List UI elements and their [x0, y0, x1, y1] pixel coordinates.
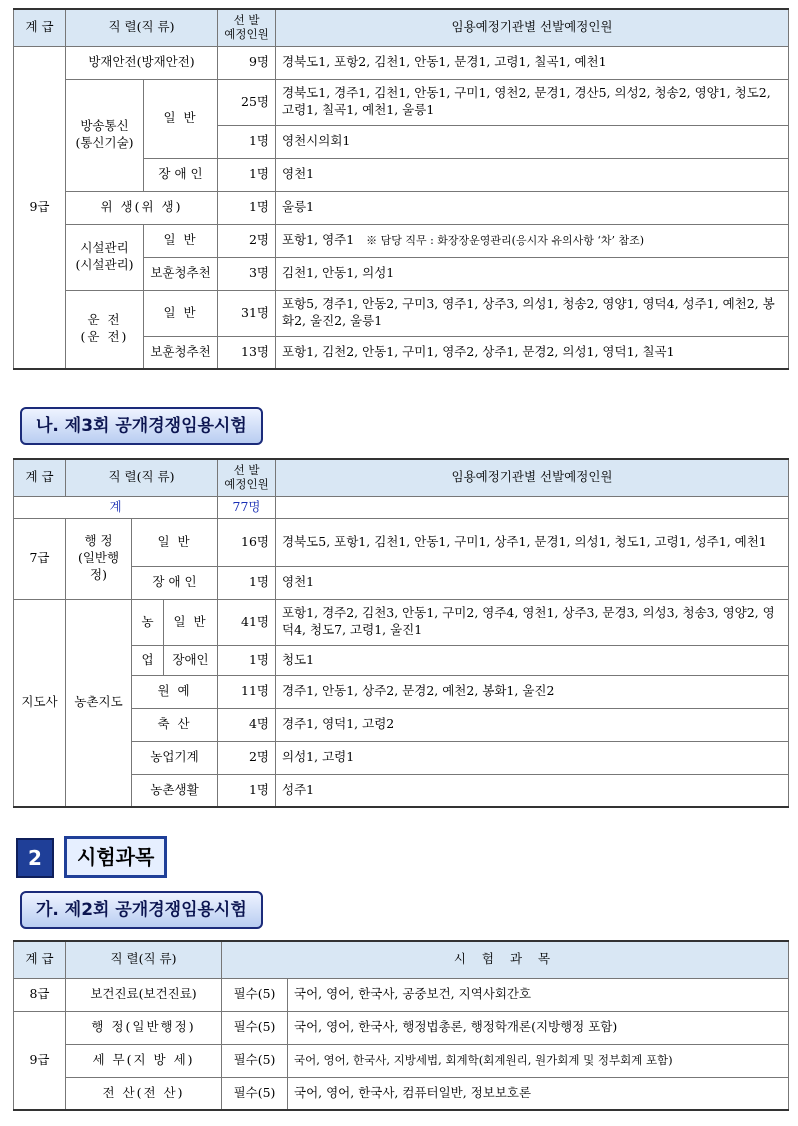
- header-grade: 계 급: [14, 9, 66, 46]
- series-cell: 방재안전(방재안전): [66, 46, 218, 79]
- header-planned: 선 발 예정인원: [218, 459, 276, 496]
- detail-cell: 영천1: [276, 158, 789, 191]
- header-grade: 계 급: [14, 459, 66, 496]
- count-cell: 11명: [218, 675, 276, 708]
- detail-cell: 영천시의회1: [276, 125, 789, 158]
- grade-cell: 지도사: [14, 599, 66, 807]
- header-subjects: 시 험 과 목: [222, 941, 789, 978]
- header-series: 직 렬(직 류): [66, 459, 218, 496]
- count-cell: 3명: [218, 257, 276, 290]
- subjects-cell: 국어, 영어, 한국사, 지방세법, 회계학(회계원리, 원가회계 및 정부회계 포함): [288, 1044, 789, 1077]
- count-cell: 25명: [218, 79, 276, 125]
- header-series: 직 렬(직 류): [66, 941, 222, 978]
- section-title: 시험과목: [64, 836, 167, 878]
- series-cell: 전 산(전 산): [66, 1077, 222, 1110]
- count-cell: 16명: [218, 518, 276, 566]
- count-cell: 2명: [218, 224, 276, 257]
- count-cell: 31명: [218, 290, 276, 336]
- detail-cell: 포항1, 영주1 ※ 담당 직무 : 화장장운영관리(응시자 유의사항 ‘차’ 참조): [276, 224, 789, 257]
- series-cell: 행 정(일반행정): [66, 1011, 222, 1044]
- total-count: 77명: [218, 496, 276, 518]
- header-by-agency: 임용예정기관별 선발예정인원: [276, 9, 789, 46]
- duty-note: ※ 담당 직무 : 화장장운영관리(응시자 유의사항 ‘차’ 참조): [366, 234, 644, 248]
- series-cell: 농촌지도: [66, 599, 132, 807]
- farm-char: 업: [132, 645, 164, 675]
- type-cell: 일 반: [144, 290, 218, 336]
- detail-cell: 성주1: [276, 774, 789, 807]
- detail-cell: 김천1, 안동1, 의성1: [276, 257, 789, 290]
- type-cell: 장 애 인: [144, 158, 218, 191]
- series-cell: 세 무(지 방 세): [66, 1044, 222, 1077]
- count-cell: 1명: [218, 566, 276, 599]
- required-cell: 필수(5): [222, 1011, 288, 1044]
- detail-cell: 경북도1, 경주1, 김천1, 안동1, 구미1, 영천2, 문경1, 경산5, 의성2, 청송2, 영양1, 청도2, 고령1, 칠곡1, 예천1, 울릉1: [276, 79, 789, 125]
- detail-cell: 경주1, 영덕1, 고령2: [276, 708, 789, 741]
- detail-cell: 경북도5, 포항1, 김천1, 안동1, 구미1, 상주1, 문경1, 의성1, 청도1, 고령1, 성주1, 예천1: [276, 518, 789, 566]
- header-series: 직 렬(직 류): [66, 9, 218, 46]
- type-cell: 축 산: [132, 708, 218, 741]
- count-cell: 1명: [218, 191, 276, 224]
- detail-cell: 청도1: [276, 645, 789, 675]
- count-cell: 41명: [218, 599, 276, 645]
- farm-char: 농: [132, 599, 164, 645]
- type-cell: 일 반: [144, 79, 218, 158]
- type-cell: 원 예: [132, 675, 218, 708]
- section-heading-round2: 가. 제2회 공개경쟁임용시험: [20, 891, 263, 929]
- series-cell: 행 정 (일반행정): [66, 518, 132, 599]
- detail-cell: 경주1, 안동1, 상주2, 문경2, 예천2, 봉화1, 울진2: [276, 675, 789, 708]
- count-cell: 1명: [218, 774, 276, 807]
- series-cell: 보건진료(보건진료): [66, 978, 222, 1011]
- count-cell: 1명: [218, 645, 276, 675]
- type-cell: 농촌생활: [132, 774, 218, 807]
- recruitment-table-round2-continued: [13, 8, 789, 370]
- detail-cell: 포항1, 경주2, 김천3, 안동1, 구미2, 영주4, 영천1, 상주3, 문경3, 의성3, 청송3, 영양2, 영덕4, 청도7, 고령1, 울진1: [276, 599, 789, 645]
- detail-cell: 영천1: [276, 566, 789, 599]
- grade-cell: 9급: [14, 46, 66, 369]
- series-cell: 시설관리 (시설관리): [66, 224, 144, 290]
- exam-subjects-table: [13, 940, 789, 1111]
- count-cell: 1명: [218, 125, 276, 158]
- type-cell: 농업기계: [132, 741, 218, 774]
- type-cell: 장 애 인: [132, 566, 218, 599]
- required-cell: 필수(5): [222, 1044, 288, 1077]
- detail-cell: 포항1, 김천2, 안동1, 구미1, 영주2, 상주1, 문경2, 의성1, 영덕1, 칠곡1: [276, 336, 789, 369]
- count-cell: 4명: [218, 708, 276, 741]
- grade-cell: 7급: [14, 518, 66, 599]
- count-cell: 13명: [218, 336, 276, 369]
- header-by-agency: 임용예정기관별 선발예정인원: [276, 459, 789, 496]
- total-label: 계: [14, 496, 218, 518]
- count-cell: 2명: [218, 741, 276, 774]
- count-cell: 9명: [218, 46, 276, 79]
- required-cell: 필수(5): [222, 978, 288, 1011]
- type-cell: 일 반: [164, 599, 218, 645]
- grade-cell: 8급: [14, 978, 66, 1011]
- subjects-cell: 국어, 영어, 한국사, 행정법총론, 행정학개론(지방행정 포함): [288, 1011, 789, 1044]
- type-cell: 장애인: [164, 645, 218, 675]
- detail-cell: 경북도1, 포항2, 김천1, 안동1, 문경1, 고령1, 칠곡1, 예천1: [276, 46, 789, 79]
- detail-cell: 포항5, 경주1, 안동2, 구미3, 영주1, 상주3, 의성1, 청송2, 영양1, 영덕4, 성주1, 예천2, 봉화2, 울진2, 울릉1: [276, 290, 789, 336]
- type-cell: 일 반: [132, 518, 218, 566]
- grade-cell: 9급: [14, 1011, 66, 1110]
- header-planned: 선 발 예정인원: [218, 9, 276, 46]
- section-heading-round3: 나. 제3회 공개경쟁임용시험: [20, 407, 263, 445]
- detail-cell: 의성1, 고령1: [276, 741, 789, 774]
- subjects-cell: 국어, 영어, 한국사, 컴퓨터일반, 정보보호론: [288, 1077, 789, 1110]
- type-cell: 일 반: [144, 224, 218, 257]
- detail-cell: 울릉1: [276, 191, 789, 224]
- type-cell: 보훈청추천: [144, 257, 218, 290]
- section-number: 2: [16, 838, 54, 878]
- required-cell: 필수(5): [222, 1077, 288, 1110]
- subjects-cell: 국어, 영어, 한국사, 공중보건, 지역사회간호: [288, 978, 789, 1011]
- count-cell: 1명: [218, 158, 276, 191]
- series-cell: 위 생(위 생): [66, 191, 218, 224]
- series-cell: 방송통신 (통신기술): [66, 79, 144, 191]
- type-cell: 보훈청추천: [144, 336, 218, 369]
- series-cell: 운 전 (운 전): [66, 290, 144, 369]
- header-grade: 계 급: [14, 941, 66, 978]
- recruitment-table-round3: [13, 458, 789, 808]
